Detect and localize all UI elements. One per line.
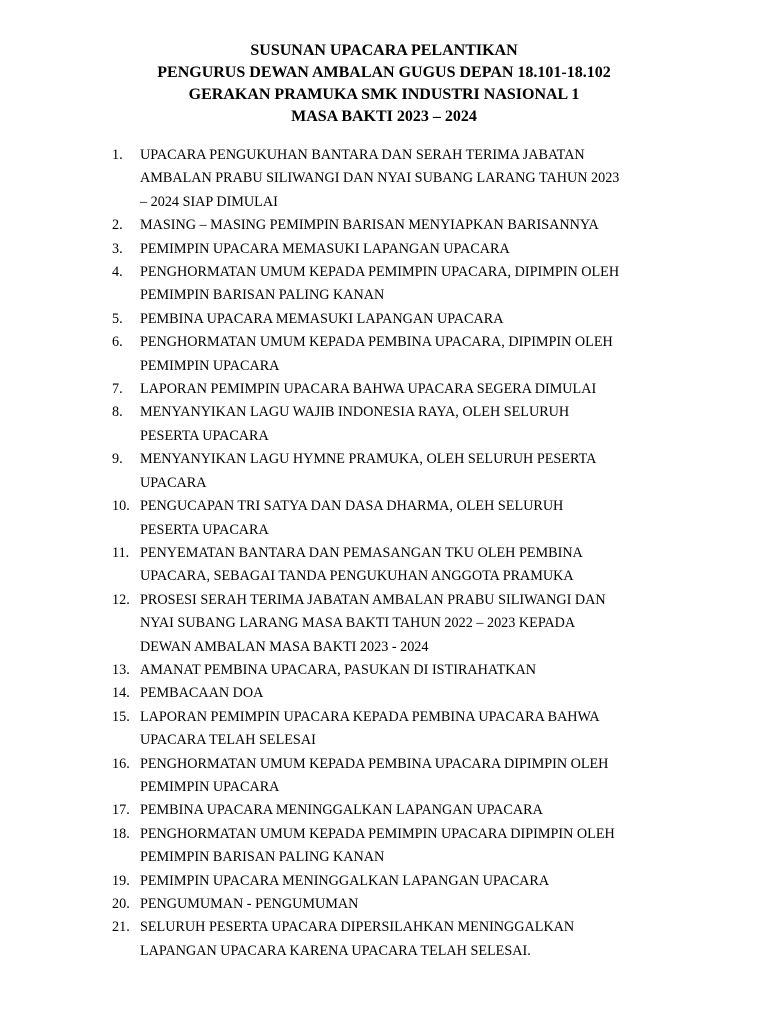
list-item xyxy=(0,659,768,682)
ceremony-steps-list xyxy=(0,144,768,963)
step-text-line: PEMBINA UPACARA MENINGGALKAN LAPANGAN UPACARA xyxy=(140,802,543,819)
step-text-line: – 2024 SIAP DIMULAI xyxy=(140,193,278,210)
step-text-line: PENGHORMATAN UMUM KEPADA PEMIMPIN UPACARA DIPIMPIN OLEH xyxy=(140,825,615,842)
list-item xyxy=(0,916,768,963)
list-item xyxy=(0,753,768,800)
step-text-line: UPACARA xyxy=(140,474,207,491)
step-number: 7. xyxy=(112,381,123,398)
step-number: 17. xyxy=(112,802,130,819)
step-text-line: PENGHORMATAN UMUM KEPADA PEMBINA UPACARA DIPIMPIN OLEH xyxy=(140,755,609,772)
list-item xyxy=(0,682,768,705)
step-number: 12. xyxy=(112,591,130,608)
step-text-line: PEMIMPIN UPACARA xyxy=(140,357,280,374)
step-number: 13. xyxy=(112,661,130,678)
step-number: 14. xyxy=(112,685,130,702)
title-line-4: MASA BAKTI 2023 – 2024 xyxy=(291,108,477,125)
step-text-line: PENGUCAPAN TRI SATYA DAN DASA DHARMA, OLEH SELURUH xyxy=(140,498,564,515)
step-number: 16. xyxy=(112,755,130,772)
step-number: 19. xyxy=(112,872,130,889)
step-text-line: UPACARA, SEBAGAI TANDA PENGUKUHAN ANGGOTA PRAMUKA xyxy=(140,568,574,585)
step-text-line: PEMIMPIN UPACARA MENINGGALKAN LAPANGAN UPACARA xyxy=(140,872,550,889)
step-number: 5. xyxy=(112,310,123,327)
step-number: 4. xyxy=(112,264,123,281)
title-line-2: PENGURUS DEWAN AMBALAN GUGUS DEPAN 18.101-18.102 xyxy=(157,64,611,81)
step-number: 15. xyxy=(112,708,130,725)
list-item xyxy=(0,495,768,542)
list-item xyxy=(0,144,768,214)
step-text-line: LAPORAN PEMIMPIN UPACARA BAHWA UPACARA SEGERA DIMULAI xyxy=(140,381,597,398)
step-text-line: PENYEMATAN BANTARA DAN PEMASANGAN TKU OLEH PEMBINA xyxy=(140,544,583,561)
step-number: 8. xyxy=(112,404,123,421)
list-item xyxy=(0,308,768,331)
step-number: 1. xyxy=(112,147,123,163)
step-text-line: PEMIMPIN UPACARA xyxy=(140,778,280,795)
list-item xyxy=(0,870,768,893)
list-item xyxy=(0,589,768,659)
document-header xyxy=(0,40,768,128)
step-text-line: UPACARA PENGUKUHAN BANTARA DAN SERAH TERIMA JABATAN xyxy=(140,147,585,163)
step-text-line: DEWAN AMBALAN MASA BAKTI 2023 - 2024 xyxy=(140,638,429,655)
list-item xyxy=(0,448,768,495)
step-number: 10. xyxy=(112,498,130,515)
step-text-line: MASING – MASING PEMIMPIN BARISAN MENYIAPKAN BARISANNYA xyxy=(140,217,599,234)
title-line-1: SUSUNAN UPACARA PELANTIKAN xyxy=(250,42,518,59)
step-text-line: AMANAT PEMBINA UPACARA, PASUKAN DI ISTIRAHATKAN xyxy=(140,661,536,678)
list-item xyxy=(0,378,768,401)
step-text-line: NYAI SUBANG LARANG MASA BAKTI TAHUN 2022 – 2023 KEPADA xyxy=(140,615,576,632)
step-text-line: LAPORAN PEMIMPIN UPACARA KEPADA PEMBINA UPACARA BAHWA xyxy=(140,708,600,725)
step-number: 3. xyxy=(112,240,123,257)
step-text-line: PROSESI SERAH TERIMA JABATAN AMBALAN PRABU SILIWANGI DAN xyxy=(140,591,606,608)
step-number: 6. xyxy=(112,334,123,351)
step-number: 18. xyxy=(112,825,130,842)
step-text-line: AMBALAN PRABU SILIWANGI DAN NYAI SUBANG LARANG TAHUN 2023 xyxy=(140,170,620,187)
title-line-3: GERAKAN PRAMUKA SMK INDUSTRI NASIONAL 1 xyxy=(188,86,580,103)
step-number: 2. xyxy=(112,217,123,234)
step-text-line: PENGUMUMAN - PENGUMUMAN xyxy=(140,896,359,912)
step-number: 21. xyxy=(112,919,130,936)
list-item xyxy=(0,706,768,753)
list-item xyxy=(0,799,768,822)
list-item xyxy=(0,214,768,237)
step-number: 9. xyxy=(112,451,123,468)
list-item xyxy=(0,823,768,870)
step-text-line: PEMIMPIN BARISAN PALING KANAN xyxy=(140,287,385,304)
step-text-line: PEMIMPIN UPACARA MEMASUKI LAPANGAN UPACARA xyxy=(140,240,510,257)
step-text-line: PENGHORMATAN UMUM KEPADA PEMBINA UPACARA, DIPIMPIN OLEH xyxy=(140,334,613,351)
step-text-line: PESERTA UPACARA xyxy=(140,427,269,444)
list-item xyxy=(0,542,768,589)
list-item xyxy=(0,331,768,378)
list-item xyxy=(0,893,768,916)
step-text-line: PEMBINA UPACARA MEMASUKI LAPANGAN UPACARA xyxy=(140,310,504,327)
step-text-line: UPACARA TELAH SELESAI xyxy=(140,732,316,749)
step-text-line: MENYANYIKAN LAGU WAJIB INDONESIA RAYA, OLEH SELURUH xyxy=(140,404,570,421)
list-item xyxy=(0,261,768,308)
step-text-line: PENGHORMATAN UMUM KEPADA PEMIMPIN UPACARA, DIPIMPIN OLEH xyxy=(140,264,620,281)
step-text-line: PEMIMPIN BARISAN PALING KANAN xyxy=(140,849,385,866)
step-number: 20. xyxy=(112,896,130,912)
step-text-line: LAPANGAN UPACARA KARENA UPACARA TELAH SELESAI. xyxy=(140,942,531,959)
step-number: 11. xyxy=(112,544,130,561)
step-text-line: PEMBACAAN DOA xyxy=(140,685,264,702)
step-text-line: PESERTA UPACARA xyxy=(140,521,269,538)
list-item xyxy=(0,401,768,448)
step-text-line: SELURUH PESERTA UPACARA DIPERSILAHKAN MENINGGALKAN xyxy=(140,919,575,936)
list-item xyxy=(0,238,768,261)
step-text-line: MENYANYIKAN LAGU HYMNE PRAMUKA, OLEH SELURUH PESERTA xyxy=(140,451,597,468)
